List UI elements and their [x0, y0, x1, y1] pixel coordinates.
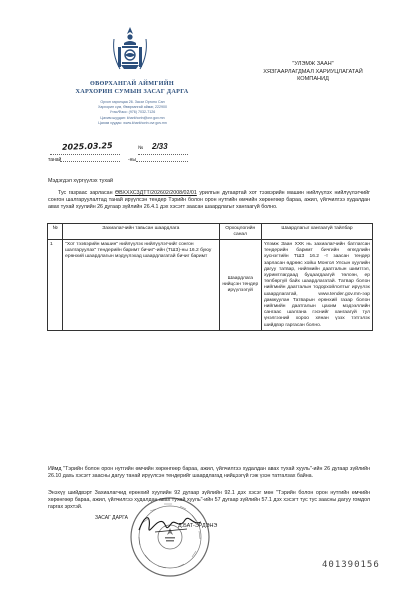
signer-role: ЗАСАГ ДАРГА: [95, 515, 128, 521]
cell-no: 1: [48, 240, 63, 331]
subject-line: Мэдэгдэл хүргүүлэх тухай: [48, 178, 113, 184]
paragraph-intro: [48, 190, 370, 211]
contact-block: [60, 100, 205, 126]
reply-no-label: -ны: [128, 157, 137, 163]
number-prefix: №: [138, 145, 144, 151]
org-name-line-2: ХАРХОРИН СУМЫН ЗАСАГ ДАРГА: [75, 88, 189, 95]
org-name-line-1: ӨВӨРХАНГАЙ АЙМГИЙН: [90, 80, 174, 87]
reference-row: [48, 142, 228, 160]
recipient-line: ХЯЗГААРЛАГДМАЛ ХАРИУЦЛАГАТАЙ: [263, 68, 363, 75]
cell-requirement: "Хот тээвэрийн машин" нийлүүлэх нийлүүлэгчийг сонгон шалгаруулах" тендерийн баримт бичиг"-ийн (ТШЗ)-ны 16.2 буюу ерөнхий шаардлагын мэдүүлэхад шаардлагатай бичиг баримт: [63, 240, 219, 331]
paragraph-decision: Иймд "Тэрийн болон орон нутгийн өмчийн хөрөнгөөр бараа, ажил, үйлчилгээ худалдан авах тухай хууль"-ийн 26 дугаар зүйлийн 26.10 дахь хэсэгт заасны дагуу танай ирүүлсэн тендерийг шаардлагад нийцээгүй гэж үзэн татгалзах байна.: [48, 466, 370, 479]
contact-line: Утас/Факс: (976) 7032-7126: [109, 110, 156, 115]
intro-pre: Тус газраас зарласан: [58, 190, 116, 196]
table-header-row: [48, 224, 373, 240]
table-row: [48, 240, 373, 331]
cell-proposal: Шаардлага нийцсэн тендер ирүүлээгүй: [219, 240, 261, 331]
serial-number: 401390156: [322, 560, 380, 570]
col-header-explanation: Шаардлагыг хангаагүй тайлбар: [261, 224, 372, 240]
recipient-line: "УЛЭМЖ ЗААН": [292, 61, 334, 67]
contact-line: Цахим хуудас: www.kharkhorin.ovr.gov.mn: [98, 120, 167, 125]
reply-number-underline: [136, 161, 188, 162]
col-header-requirement: Захиалагчийн тавьсан шаардлага: [63, 224, 219, 240]
soyombo-emblem-icon: [110, 25, 150, 73]
tender-code: ӨВХХХС3ДТТ/202602/2008/02/01: [115, 190, 197, 196]
intro-post: урилгын дугаартай хот тээвэрийн машин нийлүүлэх нийлүүлэгчийг сонгон шалгаруулалтад танай ирүүлсэн тендер Тэрийн болон орон нутгийн өмчийн хөрөнгөөр бараа, ажил, үйлчилгээ худалдан авах тухай хуулийн 26 дугаар зүйлийн 26.4.1 дэх хэсэгт заасан шаардлагыг хангаагүй болно.: [48, 190, 371, 210]
contact-line: Хархорин сум, Өвөрхангай аймаг, 222900: [97, 105, 168, 110]
recipient-line: КОМПАНИД: [297, 76, 329, 82]
recipient-block: [238, 61, 388, 84]
handwritten-date: 2025.03.25: [61, 141, 113, 152]
reply-to-label: танай: [48, 157, 62, 163]
organization-name: [52, 80, 212, 96]
cell-explanation: Үлэмж Заан ХХК нь захиалагчийн батлагсан тендерийн баримт бичгийн өгөгдлийн хуснэгтийн ТШЗ 16.2 -т заасан тендер зарласан өдрөөс хойш Монгол Улсын хуулийн дагуу татвар, нийгмийн даатгалын шимтгэл, хуримтлагдаад буцаагдаагүй төлсөн, ер төлбөргүй байх шаардлагатай. Татвар болон нийгмийн даатгалын тодорхойлолтыг ирүүлэх шаардлагатай, www.tender.gov.mn-ээр дамжуулан Татварын ерөнхий газар болон нийгмийн даатгалын цахим мэдээллийн сангаас шалгана гэснийг хангаагүй тул үнэлгээний хороо хянан үзэх тэтгэлэх шийдвэр гаргасан болно.: [261, 240, 372, 331]
col-header-no: №: [48, 224, 63, 240]
contact-line: Цахим шуудан: kharkhorin@ovr.gov.mn: [100, 115, 165, 120]
signer-name: Д.БАТ-ЭРДЭНЭ: [178, 523, 218, 529]
handwritten-number: 2/33: [152, 142, 168, 151]
date-underline: [50, 154, 120, 155]
col-header-proposal: Орхоцлогийн санал: [219, 224, 261, 240]
paragraph-appeal: Энэхүү шийдвэрт Захиалагчид ерөнхий хуулийн 92 дугаар зүйлийн 92.1 дэх хэсэг мөн "Тэрийн болон орон нутгийн өмчийн хөрөнгөөр бараа, ажил, үйлчилгээ худалдан авах тухай хууль"-ийн 57 дугаар зүйлийн 57.1 дэх хэсэгт тус тус заасны дагуу гомдол гаргах эрхтэй.: [48, 490, 370, 510]
reply-date-underline: [60, 161, 120, 162]
number-underline: [138, 154, 188, 155]
contact-line: Орхон харилцаа 26. Засаг Оргоно Сан: [100, 100, 165, 104]
requirements-table: [47, 223, 373, 331]
